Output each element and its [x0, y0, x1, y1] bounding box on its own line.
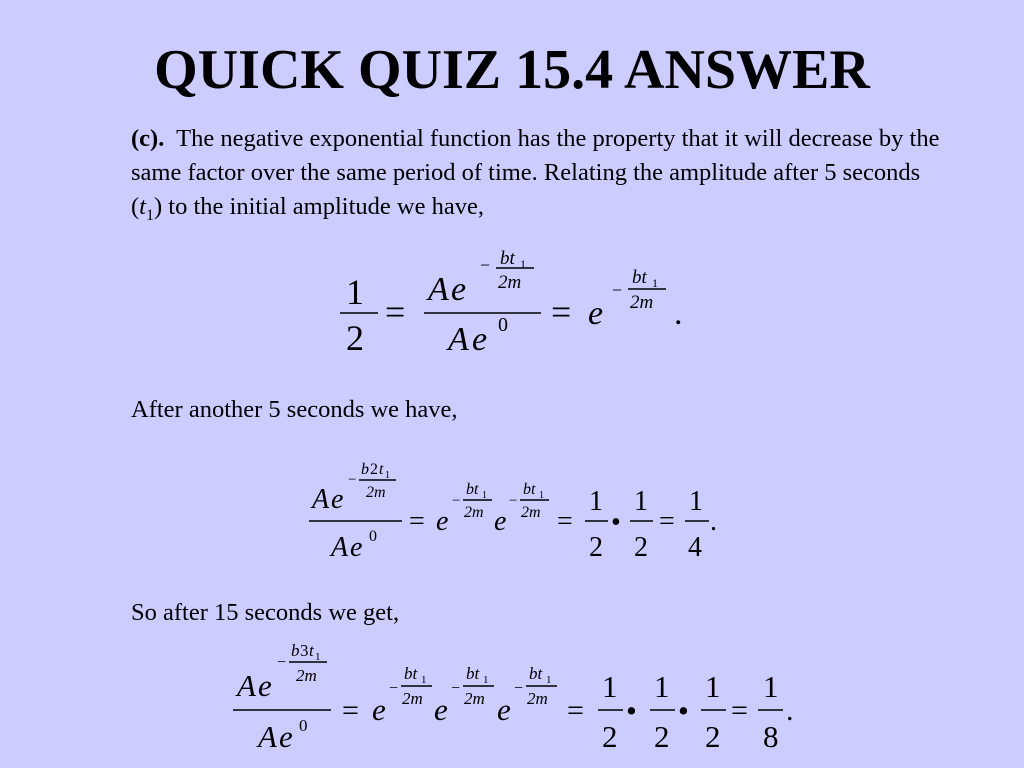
eq1-exp-sub1: 1 [520, 257, 526, 271]
eq3-denom-A: A [258, 719, 277, 754]
eq2-frac1-den: 2 [589, 532, 603, 563]
eq2-num-A: A [312, 484, 330, 515]
eq1-half-numerator: 1 [346, 272, 364, 312]
after-15-line: So after 15 seconds we get, [131, 599, 400, 626]
eq2-frac2-num: 1 [634, 486, 648, 517]
eq1-exp-minus: − [480, 255, 491, 275]
equation-1 [340, 248, 683, 358]
eq1-amplitude-A: A [428, 271, 449, 308]
eq1-equals-2: = [551, 292, 572, 332]
eq1-rhs-e: e [588, 295, 604, 332]
eq3-equals-1: = [342, 694, 359, 727]
eq3-e1: e [372, 692, 386, 727]
eq1-equals-1: = [385, 292, 406, 332]
eq1-rhs-bt: bt [632, 267, 647, 288]
paragraph-variable: t [139, 193, 146, 220]
eq3-e2-bt: bt [466, 664, 480, 683]
eq3-equals-2: = [567, 694, 584, 727]
eq3-frac2-den: 2 [654, 719, 670, 754]
eq2-e1-minus: − [452, 493, 461, 509]
eq3-bullet-2: • [678, 693, 689, 728]
eq3-e3-sub1: 1 [546, 674, 552, 686]
eq3-frac2-num: 1 [654, 669, 670, 704]
eq3-frac1-den: 2 [602, 719, 618, 754]
eq2-denom-e: e [350, 532, 363, 563]
eq1-exp-bt: bt [500, 248, 515, 269]
eq3-e3-minus: − [514, 680, 524, 697]
eq3-e1-2m: 2m [402, 689, 423, 708]
eq3-e3-2m: 2m [527, 689, 548, 708]
answer-label: (c). [131, 125, 165, 152]
eq3-bullet-1: • [626, 693, 637, 728]
eq3-num-2m: 2m [296, 666, 317, 685]
eq3-frac3-den: 2 [705, 719, 721, 754]
eq1-denom-A: A [448, 321, 469, 358]
eq2-result-num: 1 [689, 486, 703, 517]
eq3-e2: e [434, 692, 448, 727]
eq2-e1-bt: bt [466, 481, 479, 498]
eq3-e2-sub1: 1 [483, 674, 489, 686]
eq2-period: . [710, 506, 717, 537]
eq3-e3-bt: bt [529, 664, 543, 683]
eq3-e2-2m: 2m [464, 689, 485, 708]
eq2-e1-sub1: 1 [482, 490, 487, 501]
eq2-equals-3: = [659, 506, 675, 537]
eq2-e2-bt: bt [523, 481, 536, 498]
eq2-denom-zero: 0 [369, 528, 377, 545]
eq1-rhs-2m: 2m [630, 292, 654, 313]
eq2-e1: e [436, 506, 449, 537]
eq3-denom-zero: 0 [299, 716, 308, 735]
paragraph-text-2: ) to the initial amplitude we have, [153, 193, 484, 220]
eq3-e2-minus: − [451, 680, 461, 697]
eq3-e1-sub1: 1 [421, 674, 427, 686]
eq3-e3: e [497, 692, 511, 727]
eq3-result-den: 8 [763, 719, 779, 754]
eq3-result-num: 1 [763, 669, 779, 704]
eq3-num-sub1: 1 [315, 651, 321, 663]
eq3-num-minus: − [277, 654, 287, 671]
eq2-num-e: e [331, 484, 344, 515]
eq2-num-sub1: 1 [385, 470, 390, 481]
eq1-period: . [674, 295, 683, 332]
eq3-num-A: A [237, 668, 256, 703]
eq3-frac3-num: 1 [705, 669, 721, 704]
eq1-exp-e: e [451, 271, 467, 308]
after-another-line: After another 5 seconds we have, [131, 396, 458, 423]
eq2-bullet: • [611, 507, 621, 538]
equation-2 [309, 461, 717, 563]
eq3-e1-bt: bt [404, 664, 418, 683]
eq2-num-t: t [379, 461, 384, 478]
eq2-e1-2m: 2m [464, 504, 484, 521]
paragraph-subscript: 1 [145, 206, 154, 224]
eq2-e2-sub1: 1 [539, 490, 544, 501]
eq3-num-e: e [258, 668, 272, 703]
eq2-denom-A: A [331, 532, 349, 563]
equation-3 [233, 641, 794, 754]
eq3-num-b: b [291, 641, 300, 660]
eq2-num-b: b [361, 461, 369, 478]
eq3-frac1-num: 1 [602, 669, 618, 704]
eq1-denom-e: e [472, 321, 488, 358]
eq1-rhs-sub1: 1 [652, 276, 658, 290]
eq2-e2-minus: − [509, 493, 518, 509]
eq2-num-minus: − [348, 472, 357, 488]
eq3-period: . [786, 694, 794, 727]
eq2-frac1-num: 1 [589, 486, 603, 517]
eq3-num-3: 3 [300, 641, 309, 660]
eq1-rhs-minus: − [612, 280, 623, 300]
eq2-frac2-den: 2 [634, 532, 648, 563]
eq2-result-den: 4 [688, 532, 702, 563]
eq2-e2: e [494, 506, 507, 537]
eq3-equals-3: = [731, 694, 748, 727]
eq2-equals-2: = [557, 506, 573, 537]
eq1-half-denominator: 2 [346, 318, 364, 358]
eq1-denom-zero: 0 [498, 314, 508, 336]
eq2-e2-2m: 2m [521, 504, 541, 521]
eq3-denom-e: e [279, 719, 293, 754]
eq1-exp-2m: 2m [498, 272, 522, 293]
eq2-num-2: 2 [370, 461, 378, 478]
eq2-num-2m: 2m [366, 484, 386, 501]
eq2-equals-1: = [409, 506, 425, 537]
slide-title: QUICK QUIZ 15.4 ANSWER [154, 39, 870, 101]
eq3-num-t: t [309, 641, 314, 660]
eq3-e1-minus: − [389, 680, 399, 697]
paragraph-text-1: The negative exponential function has the property that it will decrease by the same factor over the same period of time. Relating the amplitude after 5 seconds ( [131, 125, 940, 220]
